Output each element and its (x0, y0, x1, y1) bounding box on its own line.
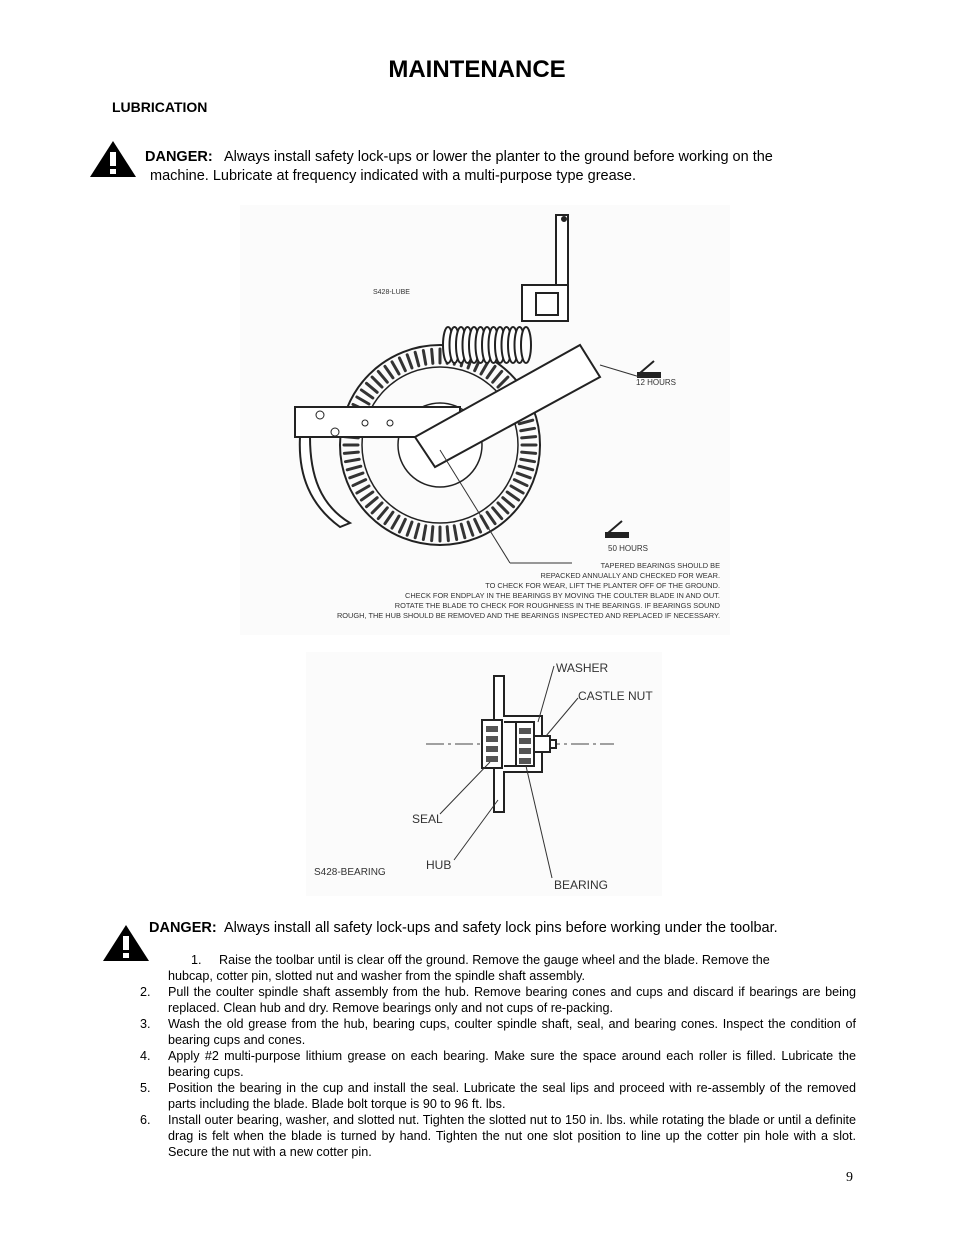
danger-notice-lubrication (145, 148, 856, 186)
label-hub: HUB (426, 858, 452, 872)
figure-id: S428-BEARING (314, 867, 386, 878)
danger-label: DANGER: (145, 149, 213, 165)
label-washer: WASHER (556, 661, 609, 675)
danger-notice-toolbar (149, 919, 859, 938)
list-item: 3. Wash the old grease from the hub, bearing cups, coulter spindle shaft, seal, and bearing cones. Inspect the condition of bearing cups and cones. (140, 1017, 856, 1047)
danger-text-line1: Always install safety lock-ups or lower the planter to the ground before working on the (223, 149, 773, 165)
figure-id: S428-LUBE (373, 289, 410, 296)
lube-interval-50h: 50 HOURS (608, 544, 649, 553)
bearing-diagram (306, 652, 662, 896)
section-heading: LUBRICATION (112, 99, 208, 115)
svg-text:ROTATE THE BLADE TO CHECK FOR: ROTATE THE BLADE TO CHECK FOR ROUGHNESS IN THE BEARINGS. IF BEARINGS SOUND (394, 601, 720, 610)
lube-interval-12h: 12 HOURS (636, 378, 677, 387)
procedure-steps (140, 952, 856, 1160)
svg-text:TO CHECK FOR WEAR, LIFT THE PL: TO CHECK FOR WEAR, LIFT THE PLANTER OFF OF THE GROUND. (485, 581, 720, 590)
page-number: 9 (846, 1170, 853, 1185)
list-item: 2. Pull the coulter spindle shaft assembly from the hub. Remove bearing cones and cups and discard if bearings are being replaced. Clean hub and dry. Remove bearings only and not cups of re-packing. (140, 985, 856, 1015)
label-castle-nut: CASTLE NUT (578, 689, 653, 703)
svg-text:REPACKED ANNUALLY AND CHECKED: REPACKED ANNUALLY AND CHECKED FOR WEAR. (540, 571, 720, 580)
list-item: 6. Install outer bearing, washer, and slotted nut. Tighten the slotted nut to 150 in. lbs. while rotating the blade or until a definite drag is felt when the blade is turned by hand. Tighten the nut one slot position to line up the cotter pin hole with a slot. Secure the nut with a new cotter pin. (140, 1113, 856, 1159)
spring-coil (443, 327, 531, 363)
label-bearing: BEARING (554, 878, 609, 892)
list-item: 1. Raise the toolbar until is clear off the ground. Remove the gauge wheel and the blade. Remove the hubcap, cotter pin, slotted nut and washer from the spindle shaft assembly. (168, 953, 770, 983)
list-item: 5. Position the bearing in the cup and install the seal. Lubricate the seal lips and proceed with re-assembly of the removed parts including the blade. Blade bolt torque is 90 to 96 ft. lbs. (140, 1081, 856, 1111)
warning-triangle-icon (89, 140, 137, 178)
lube-diagram (240, 205, 730, 635)
danger-text: Always install all safety lock-ups and safety lock pins before working under the toolbar. (223, 920, 778, 936)
svg-text:CHECK FOR ENDPLAY IN THE BEARI: CHECK FOR ENDPLAY IN THE BEARINGS BY MOVING THE COULTER BLADE IN AND OUT. (405, 591, 720, 600)
list-item: 4. Apply #2 multi-purpose lithium grease on each bearing. Make sure the space around each roller is filled. Lubricate the bearing cups. (140, 1049, 856, 1079)
svg-text:ROUGH, THE HUB SHOULD BE REMOV: ROUGH, THE HUB SHOULD BE REMOVED AND THE BEARINGS INSPECTED AND REPLACED IF NECESSARY. (336, 611, 720, 620)
page-title: MAINTENANCE (388, 56, 566, 83)
danger-label: DANGER: (149, 920, 217, 936)
label-seal: SEAL (412, 812, 443, 826)
svg-text:TAPERED BEARINGS SHOULD BE: TAPERED BEARINGS SHOULD BE (600, 561, 720, 570)
danger-text-line2: machine. Lubricate at frequency indicated with a multi-purpose type grease. (150, 168, 637, 184)
